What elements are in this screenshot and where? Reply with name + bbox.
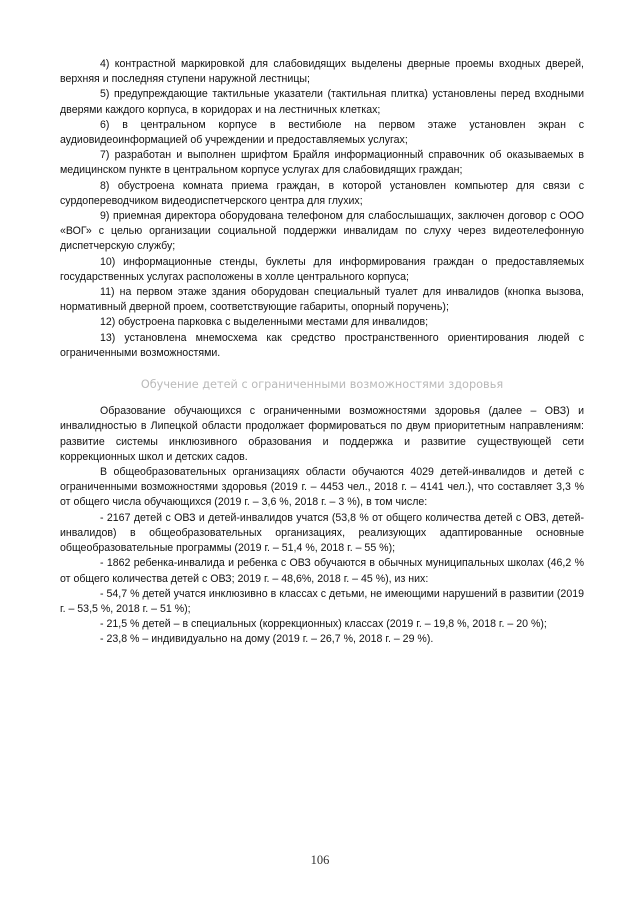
section-body — [60, 404, 584, 647]
list-item: 10) информационные стенды, буклеты для информирования граждан о предоставляемых государственных услугах расположены в холле центрального корпуса; — [60, 255, 584, 283]
list-item: 9) приемная директора оборудована телефоном для слабослышащих, заключен договор с ООО «ВОГ» с целью организации социальной поддержки инвалидам по слуху через видеотелефонную диспетчерскую службу; — [60, 210, 584, 253]
body-paragraph: - 23,8 % – индивидуально на дому (2019 г. – 26,7 %, 2018 г. – 29 %). — [100, 633, 434, 646]
document-page — [60, 57, 584, 648]
list-item: 7) разработан и выполнен шрифтом Брайля информационный справочник об оказываемых в медицинском пункте в центральном корпусе услугах для слабовидящих граждан; — [60, 149, 584, 177]
list-item: 12) обустроена парковка с выделенными местами для инвалидов; — [100, 316, 429, 329]
list-item: 11) на первом этаже здания оборудован специальный туалет для инвалидов (кнопка вызова, нормативный дверной проем, соответствующие габариты, опорный поручень); — [60, 286, 584, 314]
body-paragraph: Образование обучающихся с ограниченными возможностями здоровья (далее – ОВЗ) и инвалидностью в Липецкой области продолжает формироваться по двум приоритетным направлениям: развитие системы инклюзивного образования и поддержка и развитие существующей сети коррекционных школ и детских садов. — [60, 405, 584, 463]
list-item: 8) обустроена комната приема граждан, в которой установлен компьютер для связи с сурдопереводчиком видеодиспетчерского центра для глухих; — [60, 179, 584, 207]
list-item: 6) в центральном корпусе в вестибюле на первом этаже установлен экран с аудиовидеоинформацией об учреждении и предоставляемых услугах; — [60, 118, 584, 147]
accessibility-measures-list — [60, 57, 584, 361]
body-paragraph: - 1862 ребенка-инвалида и ребенка с ОВЗ обучаются в обычных муниципальных школах (46,2 % от общего количества детей с ОВЗ; 2019 г. – 48,6%, 2018 г. – 45 %), из них: — [60, 557, 584, 585]
body-paragraph: - 54,7 % детей учатся инклюзивно в классах с детьми, не имеющими нарушений в развитии (2019 г. – 53,5 %, 2018 г. – 51 %); — [60, 587, 584, 615]
list-item: 4) контрастной маркировкой для слабовидящих выделены дверные проемы входных дверей, верхняя и последняя ступени наружной лестницы; — [60, 58, 584, 86]
body-paragraph: В общеобразовательных организациях области обучаются 4029 детей-инвалидов и детей с ограниченными возможностями здоровья (2019 г. – 4453 чел., 2018 г. – 4141 чел.), что составляет 3,3 % от общего числа обучающихся (2019 г. – 3,6 %, 2018 г. – 3 %), в том числе: — [60, 466, 584, 509]
list-item: 13) установлена мнемосхема как средство пространственного ориентирования людей с ограниченными возможностями. — [60, 331, 584, 359]
page-number: 106 — [310, 853, 330, 867]
body-paragraph: - 21,5 % детей – в специальных (коррекционных) классах (2019 г. – 19,8 %, 2018 г. – 20 %); — [100, 618, 547, 631]
body-paragraph: - 2167 детей с ОВЗ и детей-инвалидов учатся (53,8 % от общего количества детей с ОВЗ, детей-инвалидов) в общеобразовательных организациях, реализующих адаптированные основные общеобразовательные программы (2019 г. – 51,4 %, 2018 г. – 55 %); — [60, 511, 584, 555]
list-item: 5) предупреждающие тактильные указатели (тактильная плитка) установлены перед входными дверями каждого корпуса, в коридорах и на лестничных клетках; — [60, 88, 584, 116]
section-heading: Обучение детей с ограниченными возможностями здоровья — [140, 378, 504, 392]
